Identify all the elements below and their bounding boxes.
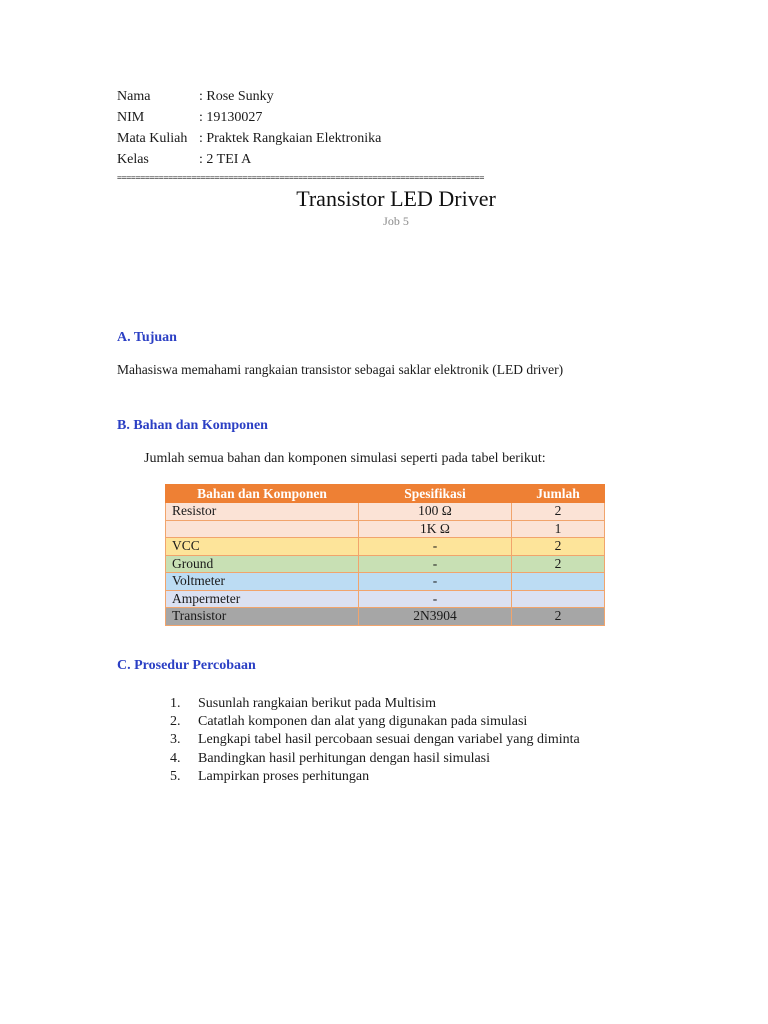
- info-label: NIM: [117, 110, 145, 125]
- info-row-kelas: [117, 149, 251, 170]
- list-item: [170, 713, 580, 731]
- section-c-heading: C. Prosedur Percobaan: [117, 658, 256, 673]
- separator-line: ===============================================================================: [117, 172, 484, 182]
- table-row: [166, 555, 605, 573]
- name-cell: VCC: [166, 538, 359, 556]
- page-title: Transistor LED Driver: [296, 186, 496, 211]
- table-row: [166, 573, 605, 591]
- spec-cell: -: [359, 590, 512, 608]
- table-row: [166, 520, 605, 538]
- table-header-cell: Jumlah: [512, 485, 605, 503]
- table-header-cell: Bahan dan Komponen: [166, 485, 359, 503]
- qty-cell: 2: [512, 538, 605, 556]
- table-header-row: [166, 485, 605, 503]
- spec-cell: 100 Ω: [359, 503, 512, 521]
- name-cell: Resistor: [166, 503, 359, 521]
- info-label: Nama: [117, 89, 151, 104]
- qty-cell: 1: [512, 520, 605, 538]
- list-item-text: Bandingkan hasil perhitungan dengan hasil simulasi: [198, 750, 491, 766]
- info-row-nama: [117, 86, 274, 107]
- qty-cell: [512, 590, 605, 608]
- table-row: [166, 608, 605, 626]
- info-value: : Praktek Rangkaian Elektronika: [199, 131, 382, 146]
- table-header-cell: Spesifikasi: [359, 485, 512, 503]
- name-cell: [166, 520, 359, 538]
- list-item-number: 1.: [170, 696, 181, 711]
- info-row-mata-kuliah: [117, 128, 381, 149]
- page-subtitle: Job 5: [383, 214, 409, 228]
- section-b-heading: B. Bahan dan Komponen: [117, 418, 268, 433]
- info-value: : 2 TEI A: [199, 152, 252, 167]
- info-value: : Rose Sunky: [199, 89, 274, 104]
- spec-cell: 1K Ω: [359, 520, 512, 538]
- table-row: [166, 538, 605, 556]
- name-cell: Voltmeter: [166, 573, 359, 591]
- info-value: : 19130027: [199, 110, 263, 125]
- section-b-intro: Jumlah semua bahan dan komponen simulasi seperti pada tabel berikut:: [144, 451, 546, 466]
- list-item: [170, 750, 580, 768]
- list-item-text: Lengkapi tabel hasil percobaan sesuai dengan variabel yang diminta: [198, 732, 580, 748]
- info-row-nim: [117, 107, 262, 128]
- section-a-heading: A. Tujuan: [117, 330, 177, 345]
- list-item-number: 2.: [170, 714, 181, 730]
- list-item-text: Lampirkan proses perhitungan: [198, 768, 370, 784]
- list-item-number: 5.: [170, 768, 181, 784]
- table-row: [166, 503, 605, 521]
- list-item: [170, 695, 580, 713]
- qty-cell: 2: [512, 555, 605, 573]
- list-item-number: 4.: [170, 750, 181, 766]
- name-cell: Transistor: [166, 608, 359, 626]
- name-cell: Ampermeter: [166, 590, 359, 608]
- list-item-number: 3.: [170, 732, 181, 748]
- info-label: Kelas: [117, 152, 149, 167]
- section-a-text: Mahasiswa memahami rangkaian transistor sebagai saklar elektronik (LED driver): [117, 362, 564, 377]
- procedure-list: [170, 695, 580, 786]
- name-cell: Ground: [166, 555, 359, 573]
- list-item: [170, 731, 580, 749]
- qty-cell: 2: [512, 503, 605, 521]
- list-item: [170, 768, 580, 786]
- table-row: [166, 590, 605, 608]
- qty-cell: [512, 573, 605, 591]
- info-label: Mata Kuliah: [117, 131, 188, 146]
- spec-cell: 2N3904: [359, 608, 512, 626]
- list-item-text: Catatlah komponen dan alat yang digunakan pada simulasi: [198, 714, 528, 730]
- qty-cell: 2: [512, 608, 605, 626]
- spec-cell: -: [359, 555, 512, 573]
- components-table: [165, 484, 605, 626]
- list-item-text: Susunlah rangkaian berikut pada Multisim: [198, 696, 436, 711]
- spec-cell: -: [359, 573, 512, 591]
- spec-cell: -: [359, 538, 512, 556]
